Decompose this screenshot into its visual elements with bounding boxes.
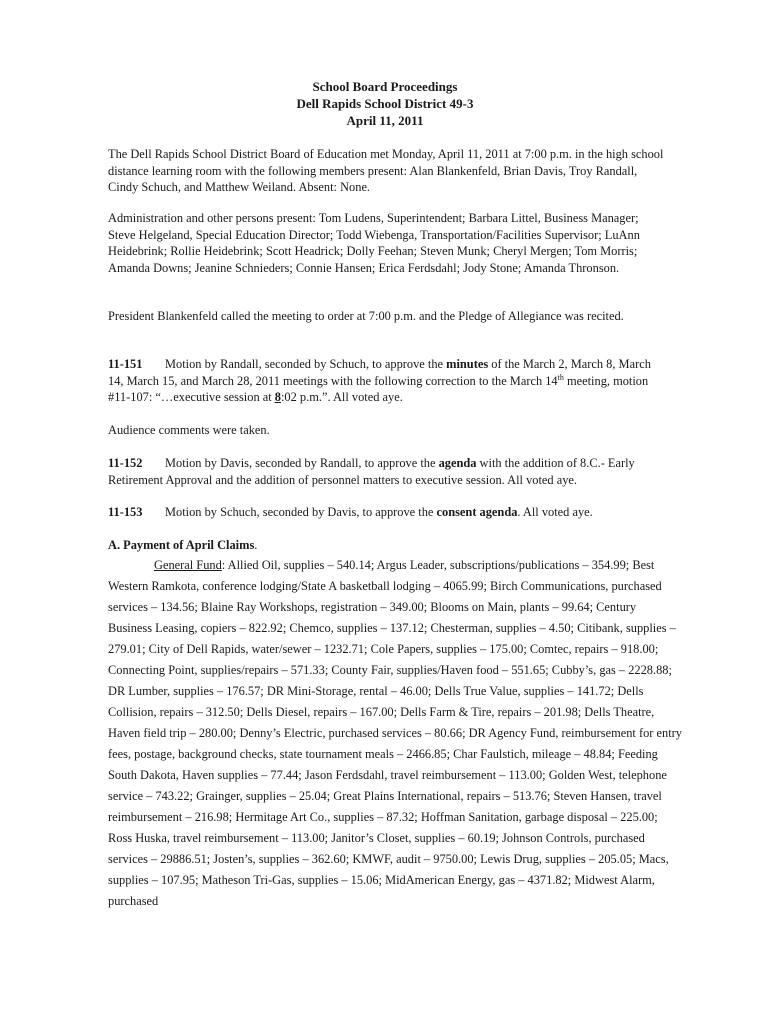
motion-text: Motion by Randall, seconded by Schuch, to approve the: [165, 357, 447, 371]
motion-number: 11-151: [108, 357, 143, 371]
motion-text: of the March 2, March 8, March 14, March 15, and March 28, 2011 meetings with the following correction to the March 14: [108, 357, 651, 388]
opening-paragraph: The Dell Rapids School District Board of Education met Monday, April 11, 2011 at 7:00 p.m. in the high school distance learning room with the following members present: Alan Blankenfeld, Brian Davis, Troy Randall, Cindy Schuch, and Matthew Weiland. Absent: None.: [108, 147, 664, 195]
motion-text: with the addition of 8.C.- Early Retirement Approval and the addition of personnel matters to executive session. All voted aye.: [108, 456, 635, 487]
correction-digit: 8: [274, 390, 281, 405]
motion-11-151: [108, 356, 668, 406]
motion-11-153: [108, 504, 668, 521]
attendees-paragraph: Administration and other persons present: Tom Ludens, Superintendent; Barbara Littel, Business Manager; Steve Helgeland, Special Education Director; Todd Wiebenga, Transportation/Facilities Supervisor; LuAnn Heidebrink; Rollie Heidebrink; Scott Headrick; Dolly Feehan; Steven Munk; Cheryl Mergen; Tom Morris; Amanda Downs; Jeanine Schnieders; Connie Hansen; Erica Ferdsdahl; Jody Stone; Amanda Thronson.: [108, 211, 640, 275]
motion-text: . All voted aye.: [517, 505, 593, 519]
call-to-order-paragraph: President Blankenfeld called the meeting to order at 7:00 p.m. and the Pledge of Allegiance was recited.: [108, 309, 624, 323]
claims-list: : Allied Oil, supplies – 540.14; Argus Leader, subscriptions/publications – 354.99; Best Western Ramkota, conference lodging/State A basketball lodging – 4065.99; Birch Communications, purchased services – 134.56; Blaine Ray Workshops, registration – 349.00; Blooms on Main, plants – 99.64; Century Business Leasing, copiers – 822.92; Chemco, supplies – 137.12; Chesterman, supplies – 4.50; Citibank, supplies – 279.01; City of Dell Rapids, water/sewer – 1232.71; Cole Papers, supplies – 175.00; Comtec, repairs – 918.00; Connecting Point, supplies/repairs – 571.33; County Fair, supplies/Haven food – 551.65; Cubby’s, gas – 2228.88; DR Lumber, supplies – 176.57; DR Mini-Storage, rental – 46.00; Dells True Value, supplies – 141.72; Dells Collision, repairs – 312.50; Dells Diesel, repairs – 167.00; Dells Farm & Tire, repairs – 201.98; Dells Theatre, Haven field trip – 280.00; Denny’s Electric, purchased services – 80.66; DR Agency Fund, reimbursement for entry fees, postage, background checks, state tournament meals – 2466.85; Char Faulstich, mileage – 48.84; Feeding South Dakota, Haven supplies – 77.44; Jason Ferdsdahl, travel reimbursement – 113.00; Golden West, telephone service – 743.22; Grainger, supplies – 25.04; Great Plains International, repairs – 513.76; Steven Hansen, travel reimbursement – 216.98; Hermitage Art Co., supplies – 87.32; Hoffman Sanitation, garbage disposal – 225.00; Ross Huska, travel reimbursement – 113.00; Janitor’s Closet, supplies – 60.19; Johnson Controls, purchased services – 29886.51; Josten’s, supplies – 362.60; KMWF, audit – 9750.00; Lewis Drug, supplies – 205.05; Macs, supplies – 107.95; Matheson Tri-Gas, supplies – 15.06; MidAmerican Energy, gas – 4371.82; Midwest Alarm, purchased: [108, 558, 682, 908]
motion-text: Motion by Davis, seconded by Randall, to approve the: [165, 456, 439, 470]
motion-text: meeting, motion #11-107: “…executive session at: [108, 373, 649, 405]
claims-paragraph: [108, 555, 683, 912]
fund-label: General Fund: [154, 558, 222, 572]
motion-keyword: agenda: [438, 456, 477, 470]
document-header: [0, 78, 770, 129]
motion-text: :02 p.m.”. All voted aye.: [280, 390, 403, 405]
motion-number: 11-152: [108, 456, 143, 470]
motion-11-152: [108, 455, 668, 488]
motion-number: 11-153: [108, 505, 143, 519]
district-name: Dell Rapids School District 49-3: [296, 96, 474, 111]
motion-keyword: consent agenda: [436, 505, 518, 519]
meeting-date: April 11, 2011: [346, 113, 424, 128]
audience-comments: Audience comments were taken.: [108, 423, 270, 437]
section-label: A. Payment of April Claims: [108, 538, 255, 552]
motion-text: Motion by Schuch, seconded by Davis, to approve the: [165, 505, 437, 519]
motion-keyword: minutes: [446, 357, 489, 371]
document-title: School Board Proceedings: [312, 79, 458, 94]
section-a-heading: [108, 537, 668, 554]
ordinal-suffix: th: [557, 372, 564, 382]
section-suffix: .: [254, 538, 258, 552]
